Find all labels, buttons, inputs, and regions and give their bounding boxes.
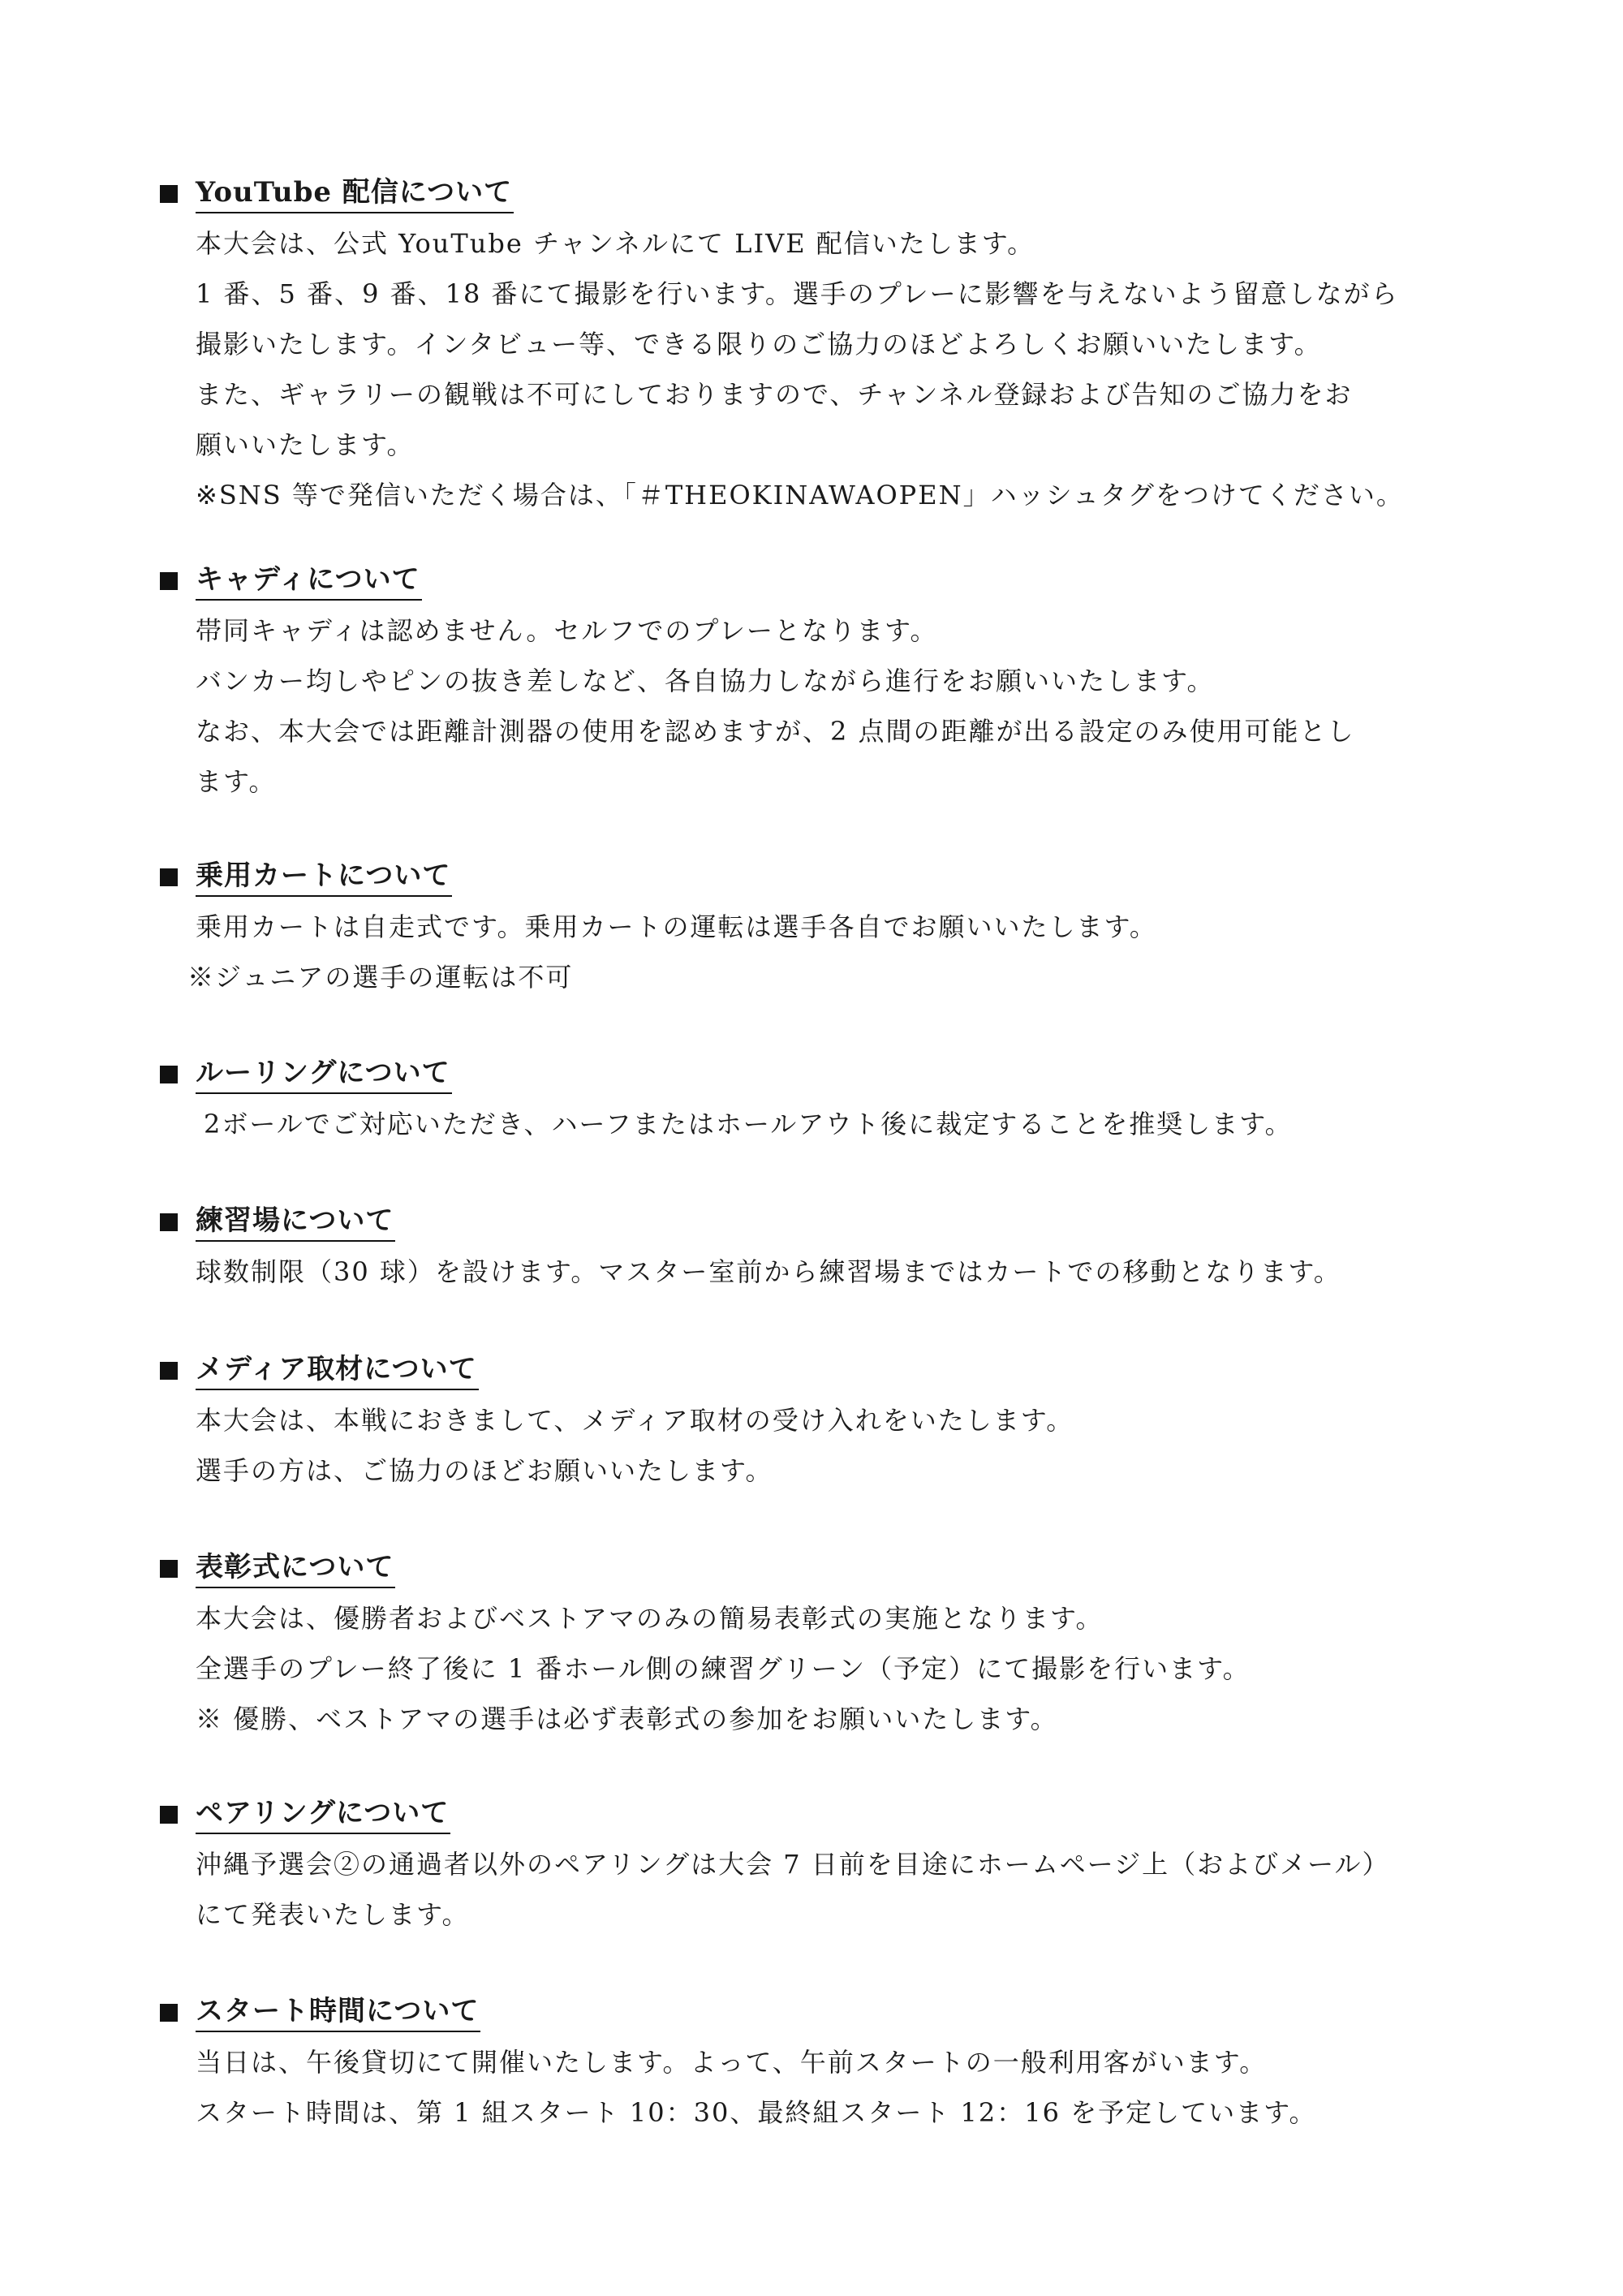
paragraph-line: 球数制限（30 球）を設けます。マスター室前から練習場まではカートでの移動となります。 [196, 1256, 1341, 1287]
paragraph-line: ※ジュニアの選手の運転は不可 [187, 962, 574, 993]
paragraph-line: 本大会は、公式 YouTube チャンネルにて LIVE 配信いたします。 [196, 228, 1035, 259]
paragraph-line: 撮影いたします。インタビュー等、できる限りのご協力のほどよろしくお願いいたします。 [196, 329, 1322, 360]
paragraph-line: 全選手のプレー終了後に 1 番ホール側の練習グリーン（予定）にて撮影を行います。 [196, 1653, 1251, 1684]
section-ruling [156, 1053, 1503, 1149]
paragraph-line: 沖縄予選会②の通過者以外のペアリングは大会 7 日前を目途にホームページ上（およびメール） [196, 1849, 1390, 1880]
section-caddie [156, 560, 1503, 807]
section-title: メディア取材について [196, 1350, 479, 1390]
section-practice-range [156, 1201, 1503, 1297]
paragraph-line: ます。 [196, 766, 277, 797]
section-title: YouTube 配信について [196, 173, 514, 213]
square-bullet-icon [160, 1362, 178, 1380]
square-bullet-icon [160, 1806, 178, 1824]
section-heading [156, 1794, 1503, 1839]
square-bullet-icon [160, 2004, 178, 2022]
paragraph-line: にて発表いたします。 [196, 1899, 470, 1930]
section-heading [156, 560, 1503, 605]
section-title: 乗用カートについて [196, 856, 452, 897]
section-start-time [156, 1992, 1503, 2138]
section-title: ルーリングについて [196, 1053, 452, 1094]
square-bullet-icon [160, 1213, 178, 1231]
section-heading [156, 173, 1503, 218]
section-awards [156, 1548, 1503, 1744]
paragraph-line: 乗用カートは自走式です。乗用カートの運転は選手各自でお願いいたします。 [196, 911, 1157, 942]
section-heading [156, 1350, 1503, 1395]
section-youtube [156, 173, 1503, 520]
paragraph-line: 当日は、午後貸切にて開催いたします。よって、午前スタートの一般利用客がいます。 [196, 2047, 1268, 2078]
section-title: 練習場について [196, 1201, 395, 1242]
section-media [156, 1350, 1503, 1496]
section-heading [156, 1992, 1503, 2037]
square-bullet-icon [160, 1066, 178, 1083]
square-bullet-icon [160, 185, 178, 203]
paragraph-line: なお、本大会では距離計測器の使用を認めますが、2 点間の距離が出る設定のみ使用可能とし [196, 716, 1355, 747]
section-heading [156, 1053, 1503, 1099]
paragraph-line: 帯同キャディは認めません。セルフでのプレーとなります。 [196, 615, 938, 646]
paragraph-line: ※ 優勝、ベストアマの選手は必ず表彰式の参加をお願いいたします。 [196, 1704, 1058, 1734]
paragraph-line: ※SNS 等で発信いただく場合は、「＃THEOKINAWAOPEN」ハッシュタグをつけてください。 [196, 480, 1404, 510]
section-pairing [156, 1794, 1503, 1940]
paragraph-line: 1 番、5 番、9 番、18 番にて撮影を行います。選手のプレーに影響を与えないよう留意しながら [196, 278, 1399, 309]
section-cart [156, 856, 1503, 1002]
section-heading [156, 1201, 1503, 1247]
paragraph-line: 選手の方は、ご協力のほどお願いいたします。 [196, 1455, 773, 1486]
square-bullet-icon [160, 1560, 178, 1578]
section-heading [156, 1548, 1503, 1593]
section-title: 表彰式について [196, 1548, 395, 1588]
section-title: キャディについて [196, 560, 422, 601]
paragraph-line: 本大会は、本戦におきまして、メディア取材の受け入れをいたします。 [196, 1405, 1074, 1436]
paragraph-line: 2ボールでご対応いただき、ハーフまたはホールアウト後に裁定することを推奨します。 [204, 1109, 1293, 1139]
paragraph-line: 本大会は、優勝者およびベストアマのみの簡易表彰式の実施となります。 [196, 1603, 1104, 1634]
section-title: ペアリングについて [196, 1794, 450, 1834]
paragraph-line: また、ギャラリーの観戦は不可にしておりますので、チャンネル登録および告知のご協力をお [196, 379, 1353, 410]
paragraph-line: 願いいたします。 [196, 429, 415, 460]
square-bullet-icon [160, 868, 178, 886]
paragraph-line: スタート時間は、第 1 組スタート 10：30、最終組スタート 12：16 を予定しています。 [196, 2097, 1317, 2128]
square-bullet-icon [160, 572, 178, 590]
section-title: スタート時間について [196, 1992, 480, 2032]
paragraph-line: バンカー均しやピンの抜き差しなど、各自協力しながら進行をお願いいたします。 [196, 666, 1215, 696]
section-heading [156, 856, 1503, 902]
